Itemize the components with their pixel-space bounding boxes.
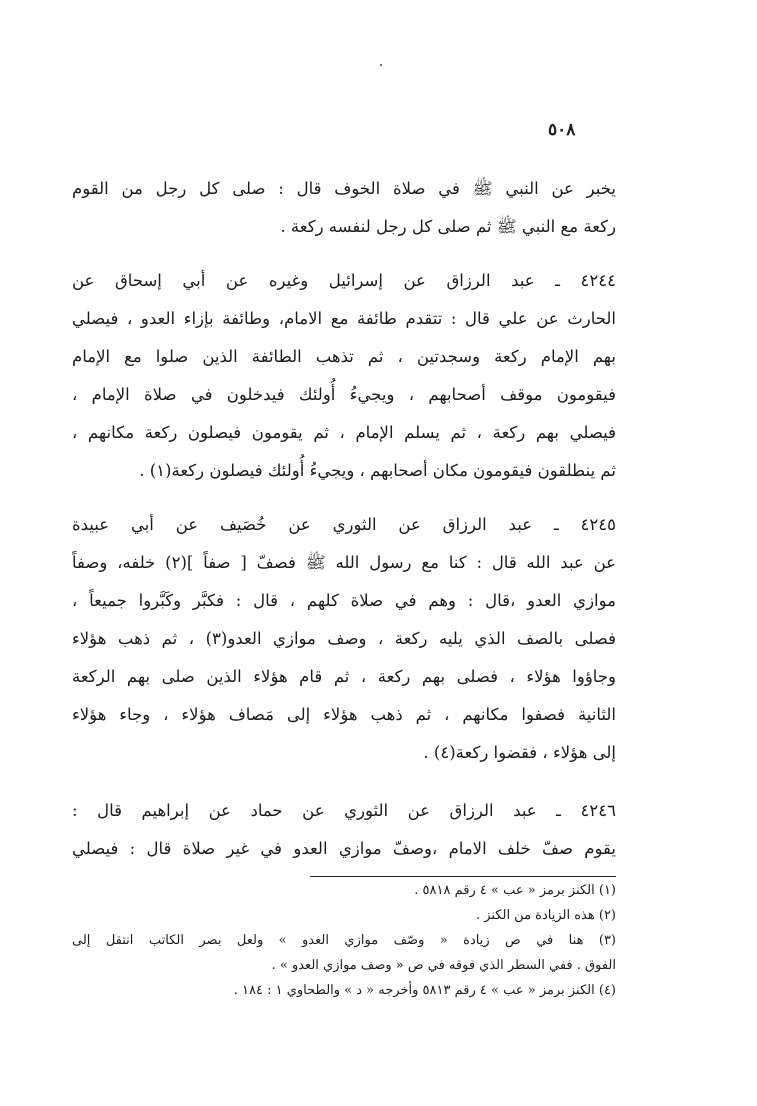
text-line: عن عبد الله قال : كنا مع رسول الله ﷺ فصفّ [ صفاً ](٢) خلفه، وصفاً [72,553,616,572]
footnote-3: (٣) هنا في ص زيادة « وصّف موازي العدو » ولعل بصر الكاتب انتقل إلى [72,933,616,948]
text-line: ثم ينطلقون فيقومون مكان أصحابهم ، ويجيءُ أُولئك فيصلون ركعة(١) . [139,461,616,480]
text-line: وجاؤوا هؤلاء ، فصلى بهم ركعة ، ثم قام هؤلاء الذين صلى بهم الركعة [72,667,616,686]
text-line: إلى هؤلاء ، فقضوا ركعة(٤) . [423,743,616,762]
footnote-2: (٢) هذه الزيادة من الكنز . [475,908,616,923]
paragraph-hadith-4244 [72,262,616,490]
paragraph-hadith-4245 [72,506,616,772]
text-line: فيصلي بهم ركعة ، ثم يسلم الإمام ، ثم يقومون فيصلون ركعة مكانهم ، [72,423,616,442]
text-line: الحارث عن علي قال : تتقدم طائفة مع الامام، وطائفة بإزاء العدو ، فيصلي [72,309,616,328]
text-line: ٤٢٤٥ ـ عبد الرزاق عن الثوري عن خُصَيف عن أبي عبيدة [72,515,616,534]
paragraph-hadith-4246 [72,792,616,868]
text-line: الثانية فصفوا مكانهم ، ثم ذهب هؤلاء إلى مَصاف هؤلاء ، وجاء هؤلاء [72,705,616,724]
text-line: فيقومون موقف أصحابهم ، ويجيءُ أُولئك فيدخلون في صلاة الإمام ، [72,385,616,404]
footnote-divider [310,876,616,877]
text-line: موازي العدو ،قال : وهم في صلاة كلهم ، قال : فكبَّر وكَبَّروا جميعاً ، [72,591,616,610]
text-line: ركعة مع النبي ﷺ ثم صلى كل رجل لنفسه ركعة . [280,217,616,236]
text-line: ٤٢٤٤ ـ عبد الرزاق عن إسرائيل وغيره عن أبي إسحاق عن [72,271,616,290]
text-line: فصلى بالصف الذي يليه ركعة ، وصف موازي العدو(٣) ، ثم ذهب هؤلاء [72,629,616,648]
page-number: ٥٠٨ [548,120,576,140]
footnotes [72,878,616,1003]
text-line: ٤٢٤٦ ـ عبد الرزاق عن الثوري عن حماد عن إبراهيم قال : [72,801,616,820]
text-line: يخبر عن النبي ﷺ في صلاة الخوف قال : صلى كل رجل من القوم [72,179,616,198]
footnote-1: (١) الكنز برمز « عب » ٤ رقم ٥٨١٨ . [414,883,616,898]
footnote-3-continued: الفوق . ففي السطر الذي فوقه في ص « وصف موازي العدو » . [271,958,616,973]
text-line: بهم الإمام ركعة وسجدتين ، ثم تذهب الطائفة الذين صلوا مع الإمام [72,347,616,366]
scan-speck [380,64,382,66]
text-line: يقوم صفّ خلف الامام ،وصفّ موازي العدو في غير صلاة قال : فيصلي [72,839,616,858]
footnote-4: (٤) الكنز برمز « عب » ٤ رقم ٥٨١٣ وأخرجه « د » والطحاوي ١ : ١٨٤ . [233,983,616,998]
paragraph-1 [72,170,616,246]
